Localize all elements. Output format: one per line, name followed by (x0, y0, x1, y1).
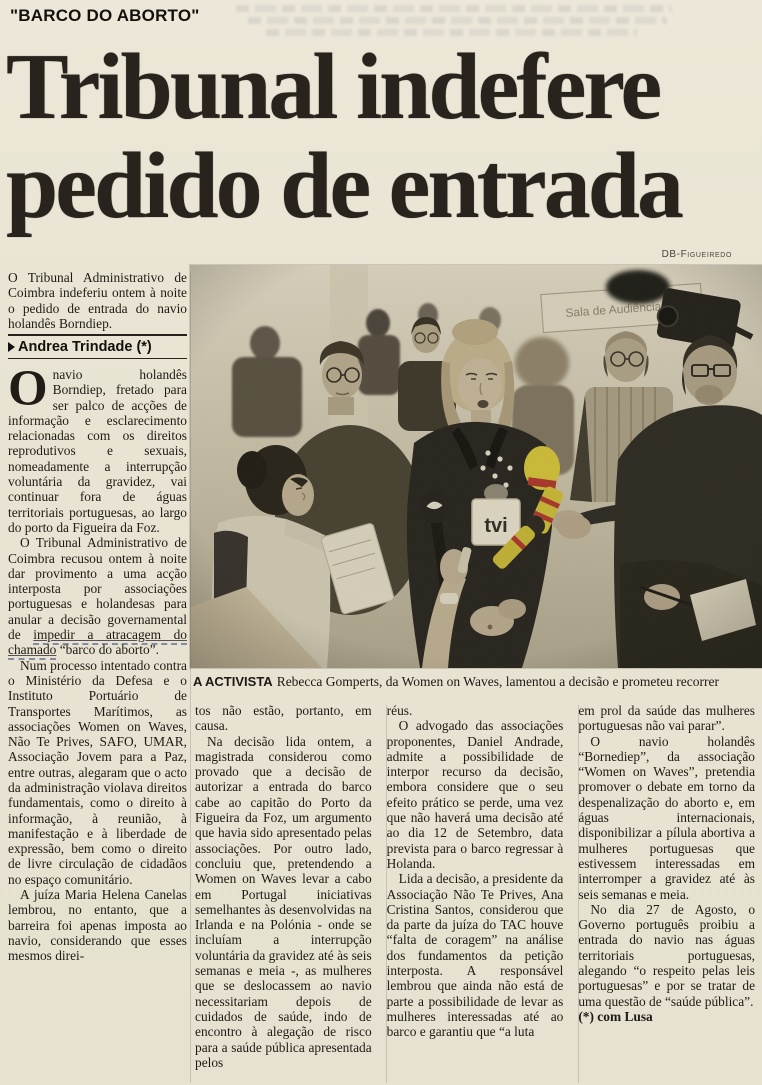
body-paragraph (8, 535, 187, 657)
body-paragraph: tos não estão, portanto, em causa. (195, 703, 372, 734)
column-3 (387, 703, 564, 1085)
byline (8, 339, 187, 355)
body-paragraph: A juíza Maria Helena Canelas lembrou, no entanto, que a barreira foi apenas imposta ao navio, considerando que esses mesmos direi- (8, 887, 187, 964)
agency-credit: (*) com Lusa (578, 1008, 653, 1024)
byline-name: Andrea Trindade (*) (18, 338, 152, 355)
caption-text: Rebecca Gomperts, da Women on Waves, lamentou a decisão e prometeu recorrer (276, 674, 719, 689)
paragraph-text: “barco do aborto”. (56, 642, 159, 658)
pen-underline-annotation: impedir a atracagem do chamado (8, 627, 187, 660)
body-paragraph: em prol da saúde das mulheres portuguesas não vai parar”. (578, 703, 755, 734)
column-divider (190, 272, 191, 1083)
photo-caption (193, 674, 755, 690)
photo-credit: DB-Figueiredo (661, 249, 732, 260)
headline (6, 35, 762, 238)
body-paragraph: Lida a decisão, a presidente da Associação Não Te Prives, Ana Cristina Santos, considerou que da parte da juíza do TAC houve “falta de coragem” na análise dos fundamentos da petição interposta. A responsável lembrou que ainda não está de parte a possibilidade de levar as mulheres interessadas até ao barco e garantiu que “a luta (386, 871, 564, 1040)
body-paragraph: Onavio holandês Borndiep, fretado para ser palco de acções de informação e esclarecimento relacionadas com os direitos reprodutivos e sexuais, nomeadamente a interrupção voluntária da gravidez, vai continuar fora de águas territoriais portuguesas, ao largo do porto da Figueira da Foz. (8, 360, 187, 535)
photo-grain (190, 265, 762, 668)
byline-marker-icon (8, 342, 15, 352)
body-paragraph: O advogado das associações proponentes, Daniel Andrade, admite a possibilidade de interpor recurso da decisão, embora considere que o seu efeito prático se perde, uma vez que não haverá uma decisão até ao dia 12 de Setembro, data prevista para o barco regressar à Holanda. (386, 718, 564, 871)
byline-rule-bottom (8, 358, 187, 359)
caption-lead-in: A ACTIVISTA (193, 674, 273, 689)
body-paragraph: Num processo intentado contra o Ministério da Defesa e o Instituto Portuário de Transportes Marítimos, as associações Women on Waves, Não Te Prives, SAFO, UMAR, Associação Jovem para a Paz, entre outras, alegaram que o acto da administração violava direitos fundamentais, como o direito à informação, à reunião, à manifestação e à liberdade de expressão, bem como o direito de livre circulação de cidadãos no espaço comunitário. (8, 657, 187, 887)
column-left (8, 270, 187, 1085)
headline-line2: pedido de entrada (6, 134, 681, 238)
body-paragraph: réus. (386, 703, 413, 718)
press-scrum-illustration (190, 265, 762, 668)
column-2 (195, 703, 372, 1085)
body-paragraph: O navio holandês “Bornediep”, da associação “Women on Waves”, pretendia promover o debate em torno da despenalização do aborto e, em águas internacionais, disponibilizar a pílula abortiva a mulheres portuguesas que estivessem interessadas em interromper a gravidez até às seis semanas e meia. (578, 733, 755, 902)
column-divider (578, 705, 579, 1083)
body-paragraph: No dia 27 de Agosto, o Governo português proibiu a entrada do navio nas águas territoriais portuguesas, alegando “o respeito pelas leis portuguesas” e por se tratar de uma questão de “saúde pública”. (578, 901, 755, 1009)
byline-rule-top (8, 334, 187, 335)
news-photo (190, 265, 762, 668)
lead-paragraph: O Tribunal Administrativo de Coimbra indeferiu ontem à noite o pedido de entrada do navio holandês Borndiep. (8, 270, 187, 331)
body-paragraph: Na decisão lida ontem, a magistrada considerou como provado que a decisão de autorizar a entrada do barco cabe ao capitão do Porto da Figueira da Foz, um argumento que havia sido apresentado pelas associações. Por outro lado, concluiu que, pretendendo a Women on Waves levar a cabo em Portugal iniciativas semelhantes às desenvolvidas na Irlanda e na Polónia - onde se incluíam a interrupção voluntária da gravidez até às seis semanas e meia -, as mulheres que se deslocassem ao navio necessitariam depois de cuidados de saúde, indo de encontro à alegação de risco para a saúde pública apresentada pelos (195, 733, 372, 1070)
kicker: "BARCO DO ABORTO" (10, 6, 200, 25)
headline-line1: Tribunal indefere (6, 35, 660, 139)
column-divider (386, 705, 387, 1083)
bottom-columns (195, 703, 755, 1085)
paragraph-text: O Tribunal Administrativo de Coimbra recusou ontem à noite dar provimento a uma acção interposta por associações portuguesas e holandesas para anular a decisão governamental de (8, 535, 187, 643)
column-4 (578, 703, 755, 1085)
